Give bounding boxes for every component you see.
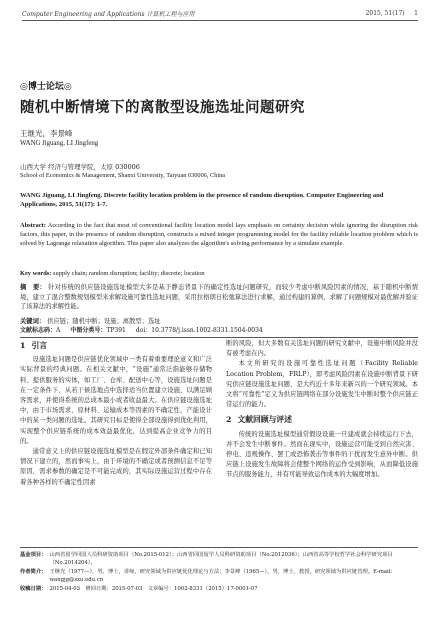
page-number: 1 xyxy=(414,9,418,17)
document-code-value: A xyxy=(56,327,61,334)
keywords-en-text: supply chain; random disruption; facility; discrete; location xyxy=(53,270,205,277)
authors-en: WANG Jiguang, LI Jingfeng xyxy=(20,140,99,147)
doi: doi：10.3778/j.issn.1002-8331.1504-0034 xyxy=(135,327,263,334)
document-code xyxy=(20,325,60,334)
abstract-cn-label: 摘 要： xyxy=(20,284,46,291)
keywords-cn-label: 关键词： xyxy=(20,318,46,325)
section-1-heading xyxy=(20,341,212,351)
clc-label: 中图分类号： xyxy=(70,327,107,334)
section-1-title: 引言 xyxy=(31,341,48,350)
citation: WANG Jiguang, LI Jingfeng. Discrete facility location problem in the presence of random disruption. Computer Engineering and Applications, 2015, 51(17): 1-7. xyxy=(20,192,384,208)
keywords-en-label: Key words: xyxy=(20,270,52,277)
column-tag-label: ◎博士论坛◎ xyxy=(20,82,72,92)
keywords-cn-text: 供应链；随机中断；设施；离散型；选址 xyxy=(47,318,161,325)
right-column xyxy=(226,339,418,481)
footnote-funding xyxy=(20,551,418,568)
left-column xyxy=(20,339,212,488)
issue-info xyxy=(366,10,418,17)
section-1-paragraph: 通常意义上的供应链设施选址模型是在假定外部条件确定和已知情况下建立的，然而事实上，由于环境的不确定或者预测信息不足等原因，需求参数的确定是不可能完成的，其实际设施运营过程中存在着各种各样的不确定性因素 xyxy=(20,448,212,486)
affiliation-cn: 山西大学 经济与管理学院，太原 030006 xyxy=(20,163,140,171)
journal-name: Computer Engineering and Applications 计算机工程与应用 xyxy=(22,10,195,18)
column-tag xyxy=(20,79,72,92)
footnote-text: 2015-04-03 修回日期：2015-07-03 文章编号：1002-8331（2015）17-0001-07 xyxy=(49,585,258,592)
keywords-en xyxy=(20,270,418,277)
section-1-number: 1 xyxy=(20,341,26,350)
affiliation-en: School of Economics & Management, Shanxi University, Taiyuan 030006, China xyxy=(20,172,226,179)
section-2-title: 文献回顾与评述 xyxy=(237,415,293,425)
abstract-en-label: Abstract: xyxy=(20,222,46,229)
running-header xyxy=(22,6,418,21)
footnote-dates xyxy=(20,585,418,593)
abstract-en-text: According to the fact that most of conventional facility location model lays emphasis on certainty decision while ignoring the disruption risk factors, this paper, in the presence of random disruption, constructs a mixed integer programming model for the facility reliable location problem which is solved by Lagrange relaxation algorithm. This paper also analyzes the algorithm's solving performance by a simulate example. xyxy=(20,222,418,248)
continued-paragraph: 断的风险，但大多数有关选址问题的研究文献中，设施中断风险并没有被考虑在内。 xyxy=(226,340,418,358)
section-2-heading xyxy=(226,415,418,425)
frlp-paragraph: 本文所研究的设施可靠性选址问题（Facility Reliable Location Problem，FRLP），即考虑风险因素在设施中断背景下研究供应链设施选址问题，是大约近十多年来新兴的一个研究领域。本文将“可靠性”定义为供应链网络在部分设施发生中断时整个供应链正常运行的能力。 xyxy=(226,360,418,409)
footnote-label: 基金项目： xyxy=(20,552,47,558)
footnote-author-bio xyxy=(20,568,418,585)
keywords-cn xyxy=(20,316,418,325)
classification-line xyxy=(20,325,418,338)
authors-cn: 王继光，李景峰 xyxy=(20,129,73,138)
footnotes xyxy=(20,547,418,593)
clc-value: TP391 xyxy=(106,327,126,334)
footnote-label: 作者简介： xyxy=(20,568,47,575)
footnote-text: 山西省留学回国人员科研资助项目（No.2015-012）；山西省回国留学人员科研资助项目（No.2012036）；山西省高等学校哲学社会科学研究项目（No.2014204）。 xyxy=(49,552,393,567)
document-code-label: 文献标志码： xyxy=(20,327,57,334)
abstract-cn-text: 针对传统的供应链设施选址模型大多是基于静态背景下的确定性选址问题研究，而较少考虑中断风险因素的情况，基于随机中断情境，建立了混合整数规划模型来求解设施可靠性选址问题，采用拉格朗日松弛算法进行求解，通过构建的算例，求解了问题规模对最优解并验证了该算法的求解性能。 xyxy=(20,284,418,310)
clc-number xyxy=(70,325,126,334)
paper-title-cn: 随机中断情境下的离散型设施选址问题研究 xyxy=(20,99,305,116)
section-2-number: 2 xyxy=(226,415,232,425)
issue-number: 2015, 51(17) xyxy=(365,9,405,17)
abstract-cn xyxy=(20,283,418,312)
footnote-label: 收稿日期： xyxy=(20,585,47,592)
abstract-en xyxy=(20,221,418,249)
footnote-text: 王继光（1977—），男，博士，讲师，研究领域为供应链优化理论与方法；李景峰（1965—），男，博士，教授，研究领域为供应链管理。E-mail：wangjg@sxu.edu.cn xyxy=(49,568,396,584)
section-2-paragraph: 传统的设施选址模型通常假设设施一旦建成就会持续运行下去，并不会发生中断事件。然而在现实中，设施运营可能受到自然灾害、停电、违规操作、罢工或恐怖袭击等事件的干扰而发生意外中断。供应链上设施发生故障将会使整个网络的运作受到影响，从而降低设施节点的服务能力，并有可能导致运作成本的大幅度增加。 xyxy=(226,430,418,479)
section-1-paragraph: 设施选址问题是供应链优化领域中一类有着重要理论意义和广泛实际背景的经典问题。在相关文献中，“设施”通常泛指能够存储物料、提供服务的实体，如工厂、仓库、配送中心等，设施选址问题是在一定条件下，从若干候选地点中选择适当位置建立设施，以满足顾客需求，并使得系统的总成本最小或者收益最大。在供应链设施选址中，由于市场需求、原材料、运输成本等因素的不确定性，产能设计中的某一类问题的选址。其研究目标是使得全部设施得到优化利用，实现整个供应链系统的成本效益最优化，达到提高企业竞争力的目的。 xyxy=(20,356,212,445)
